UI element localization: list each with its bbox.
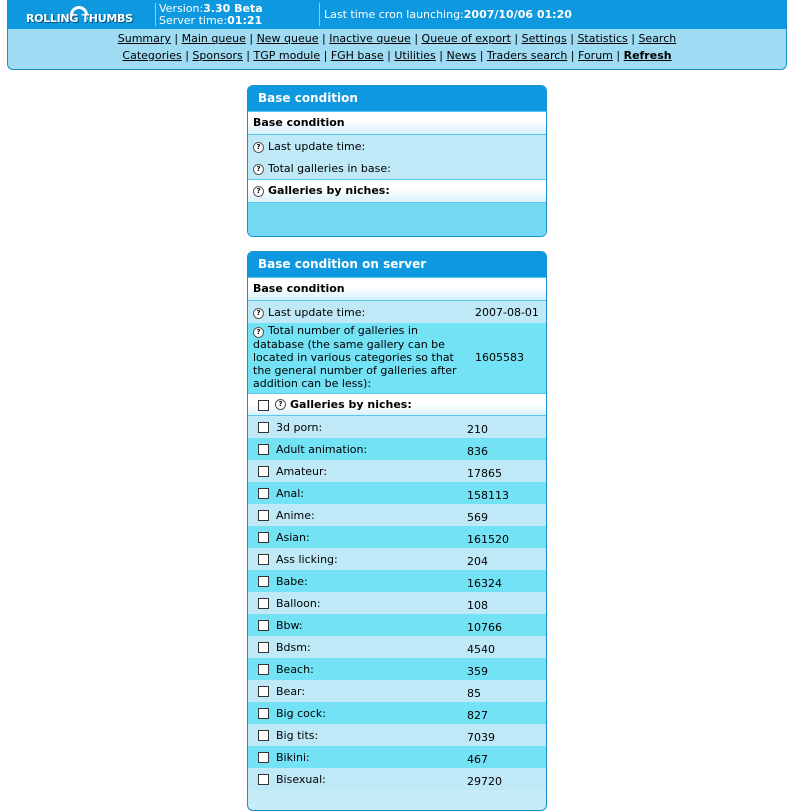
niche-checkbox[interactable] xyxy=(258,444,269,455)
niche-name: Bikini: xyxy=(276,750,310,764)
niche-row xyxy=(248,482,546,504)
niche-count: 85 xyxy=(467,687,481,700)
niche-name: Anal: xyxy=(276,486,304,500)
niche-count: 204 xyxy=(467,555,488,568)
nav-link-categories[interactable]: Categories xyxy=(122,49,182,62)
niche-row xyxy=(248,636,546,658)
cron-label: Last time cron launching: xyxy=(324,8,464,21)
select-all-checkbox[interactable] xyxy=(258,400,269,411)
server-time-value: 01:21 xyxy=(227,14,263,27)
nav-separator: | xyxy=(566,32,578,45)
server-time-info xyxy=(159,14,262,27)
section-heading: Base condition xyxy=(248,111,546,135)
help-icon[interactable]: ? xyxy=(275,399,286,410)
niche-row xyxy=(248,548,546,570)
divider xyxy=(319,3,320,26)
niche-checkbox[interactable] xyxy=(258,708,269,719)
nav-link-fgh-base[interactable]: FGH base xyxy=(330,49,384,62)
nav-separator: | xyxy=(320,49,331,62)
niche-count: 10766 xyxy=(467,621,502,634)
base-condition-panel xyxy=(247,85,547,237)
divider xyxy=(155,3,156,26)
niche-row xyxy=(248,460,546,482)
header xyxy=(7,0,787,70)
panel-title: Base condition on server xyxy=(248,252,546,277)
niche-checkbox[interactable] xyxy=(258,488,269,499)
niche-row xyxy=(248,724,546,746)
help-icon[interactable]: ? xyxy=(253,142,264,153)
niche-name: Asian: xyxy=(276,530,310,544)
nav-separator: | xyxy=(410,32,422,45)
nav-link-traders-search[interactable]: Traders search xyxy=(486,49,568,62)
help-icon[interactable]: ? xyxy=(253,327,264,338)
niche-checkbox[interactable] xyxy=(258,774,269,785)
niches-label: Galleries by niches: xyxy=(290,398,412,411)
niche-list xyxy=(248,416,546,790)
nav-row-2 xyxy=(8,47,786,64)
niche-count: 4540 xyxy=(467,643,495,656)
nav-link-statistics[interactable]: Statistics xyxy=(577,32,628,45)
server-condition-panel xyxy=(247,251,547,811)
last-update-value: 2007-08-01 xyxy=(475,305,539,319)
niche-row xyxy=(248,614,546,636)
version-value: 3.30 Beta xyxy=(203,2,263,15)
total-galleries-row xyxy=(248,157,546,179)
niche-name: 3d porn: xyxy=(276,420,323,434)
niche-name: Anime: xyxy=(276,508,315,522)
total-galleries-row xyxy=(248,323,546,393)
niches-heading xyxy=(248,179,546,203)
section-heading: Base condition xyxy=(248,277,546,301)
niche-count: 467 xyxy=(467,753,488,766)
last-update-label: Last update time: xyxy=(268,305,366,319)
nav-separator: | xyxy=(170,32,182,45)
last-update-row xyxy=(248,301,546,323)
niche-name: Bbw: xyxy=(276,618,303,632)
top-bar xyxy=(8,0,786,29)
nav-separator: | xyxy=(567,49,579,62)
nav-separator: | xyxy=(318,32,330,45)
niches-list-empty xyxy=(248,203,546,237)
total-galleries-value: 1605583 xyxy=(475,350,524,364)
nav-separator: | xyxy=(510,32,522,45)
niche-name: Beach: xyxy=(276,662,314,676)
niche-row xyxy=(248,592,546,614)
niche-name: Balloon: xyxy=(276,596,321,610)
niche-count: 161520 xyxy=(467,533,509,546)
nav-separator: | xyxy=(612,49,624,62)
niche-checkbox[interactable] xyxy=(258,576,269,587)
niche-count: 7039 xyxy=(467,731,495,744)
niche-row xyxy=(248,570,546,592)
niche-checkbox[interactable] xyxy=(258,532,269,543)
niches-heading xyxy=(248,393,546,416)
niche-name: Bear: xyxy=(276,684,306,698)
nav-link-tgp-module[interactable]: TGP module xyxy=(253,49,321,62)
niche-row xyxy=(248,416,546,438)
nav-separator: | xyxy=(245,32,257,45)
niche-count: 16324 xyxy=(467,577,502,590)
niche-name: Amateur: xyxy=(276,464,328,478)
nav-row-1 xyxy=(8,30,786,47)
nav-link-sponsors[interactable]: Sponsors xyxy=(192,49,243,62)
last-update-label: Last update time: xyxy=(268,139,366,153)
nav-separator: | xyxy=(181,49,193,62)
help-icon[interactable]: ? xyxy=(253,308,264,319)
niche-name: Babe: xyxy=(276,574,308,588)
niche-row xyxy=(248,680,546,702)
cron-value: 2007/10/06 01:20 xyxy=(463,8,572,21)
niche-name: Ass licking: xyxy=(276,552,338,566)
nav-link-summary[interactable]: Summary xyxy=(117,32,171,45)
nav-link-forum[interactable]: Forum xyxy=(578,49,613,62)
niche-checkbox[interactable] xyxy=(258,554,269,565)
niche-count: 827 xyxy=(467,709,488,722)
niche-checkbox[interactable] xyxy=(258,510,269,521)
niche-name: Bdsm: xyxy=(276,640,311,654)
niche-name: Big cock: xyxy=(276,706,326,720)
nav-link-settings[interactable]: Settings xyxy=(521,32,567,45)
nav-link-refresh[interactable]: Refresh xyxy=(623,49,672,62)
niche-name: Adult animation: xyxy=(276,442,368,456)
niche-checkbox[interactable] xyxy=(258,730,269,741)
niche-checkbox[interactable] xyxy=(258,664,269,675)
logo xyxy=(26,6,133,26)
niche-checkbox[interactable] xyxy=(258,642,269,653)
niche-row xyxy=(248,526,546,548)
help-icon[interactable]: ? xyxy=(253,186,264,197)
nav-separator: | xyxy=(383,49,395,62)
panel-title: Base condition xyxy=(248,86,546,111)
version-label: Version: xyxy=(159,2,204,15)
niche-row xyxy=(248,504,546,526)
niche-count: 210 xyxy=(467,423,488,436)
niche-count: 569 xyxy=(467,511,488,524)
total-galleries-label: ? Total number of galleries in database (the same gallery can be located in various categories so that the general number of galleries after addition can be less): xyxy=(253,324,457,390)
niches-label: Galleries by niches: xyxy=(268,184,390,197)
main-nav xyxy=(8,29,786,64)
cron-info xyxy=(324,8,572,21)
niche-row xyxy=(248,702,546,724)
nav-separator: | xyxy=(242,49,254,62)
nav-link-main-queue[interactable]: Main queue xyxy=(181,32,246,45)
help-icon[interactable]: ? xyxy=(253,164,264,175)
logo-text: ROLLING THUMBS xyxy=(26,12,133,25)
nav-separator: | xyxy=(627,32,639,45)
nav-separator: | xyxy=(435,49,447,62)
niche-row xyxy=(248,768,546,790)
niche-name: Big tits: xyxy=(276,728,319,742)
niche-row xyxy=(248,746,546,768)
total-galleries-label: Total galleries in base: xyxy=(268,161,391,175)
niche-checkbox[interactable] xyxy=(258,598,269,609)
server-time-label: Server time: xyxy=(159,14,228,27)
niche-count: 359 xyxy=(467,665,488,678)
niche-count: 108 xyxy=(467,599,488,612)
last-update-row xyxy=(248,135,546,157)
niche-checkbox[interactable] xyxy=(258,466,269,477)
nav-link-queue-of-export[interactable]: Queue of export xyxy=(421,32,511,45)
nav-link-inactive-queue[interactable]: Inactive queue xyxy=(329,32,411,45)
nav-link-search[interactable]: Search xyxy=(638,32,677,45)
niche-count: 17865 xyxy=(467,467,502,480)
nav-link-news[interactable]: News xyxy=(446,49,477,62)
niche-row xyxy=(248,438,546,460)
nav-link-utilities[interactable]: Utilities xyxy=(394,49,436,62)
nav-separator: | xyxy=(476,49,487,62)
niche-count: 836 xyxy=(467,445,488,458)
niche-checkbox[interactable] xyxy=(258,752,269,763)
niche-row xyxy=(248,658,546,680)
niche-count: 29720 xyxy=(467,775,502,788)
niche-checkbox[interactable] xyxy=(258,686,269,697)
niche-checkbox[interactable] xyxy=(258,422,269,433)
niche-name: Bisexual: xyxy=(276,772,326,786)
niche-checkbox[interactable] xyxy=(258,620,269,631)
niche-count: 158113 xyxy=(467,489,509,502)
nav-link-new-queue[interactable]: New queue xyxy=(256,32,319,45)
